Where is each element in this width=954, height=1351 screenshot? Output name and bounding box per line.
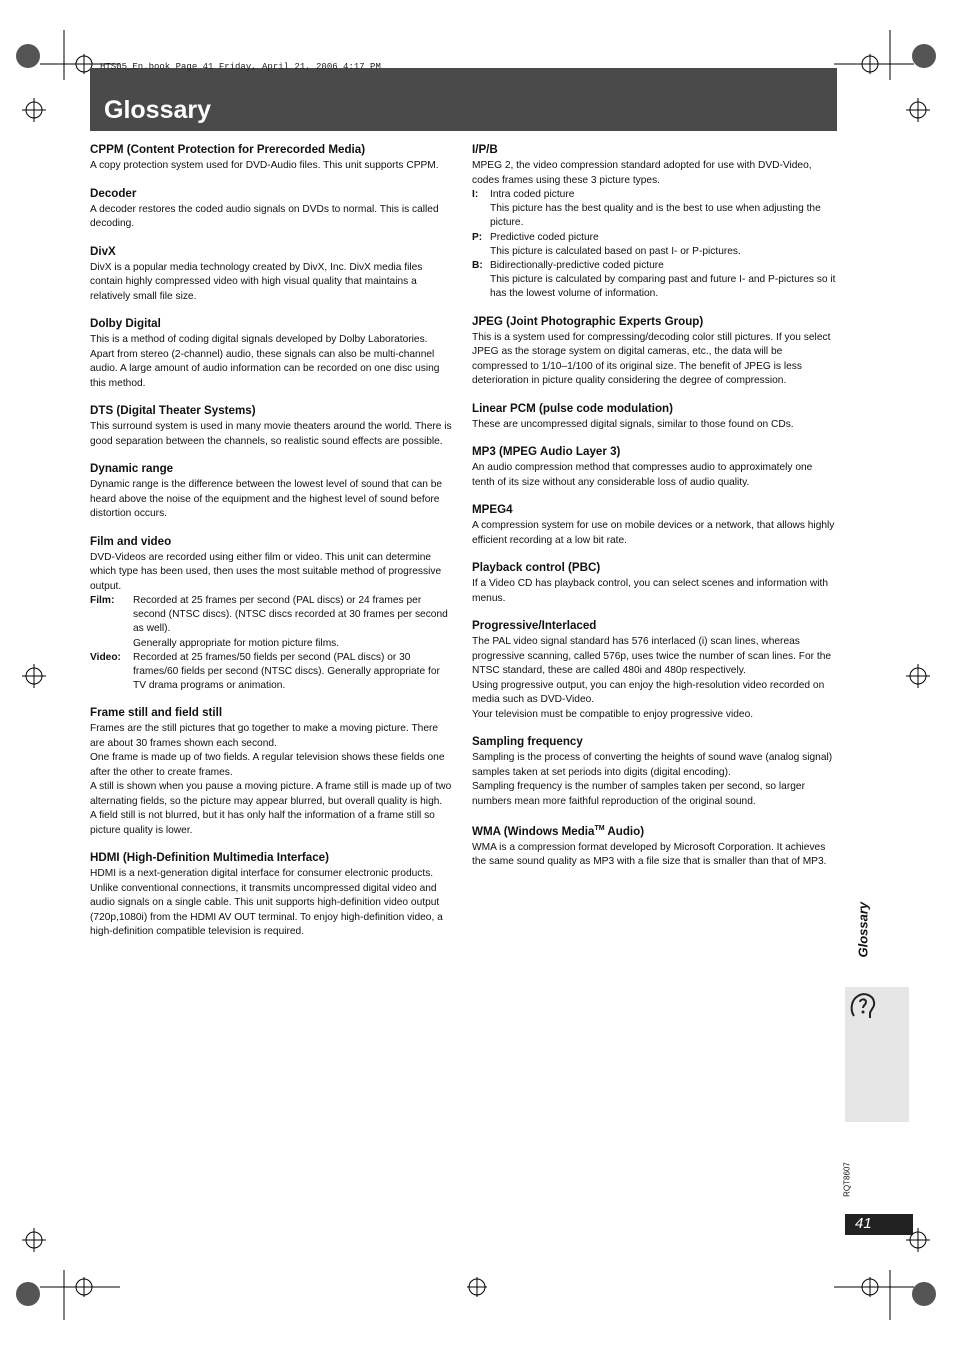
glossary-definition: DVD-Videos are recorded using either film or video. This unit can determine which type has been used, then uses the most suitable method of progressive output. (90, 551, 442, 592)
glossary-term: HDMI (High-Definition Multimedia Interface) (90, 851, 329, 865)
sub-item-text: This picture is calculated by comparing past and future I- and P-pictures so it has the lowest volume of information. (490, 274, 836, 300)
glossary-entry (90, 462, 452, 522)
glossary-definition: This is a method of coding digital signals developed by Dolby Laboratories. Apart from stereo (2-channel) audio, these signals can also be multi-channel audio. A large amount of audio information can be recorded on one disc using this method. (90, 334, 440, 389)
page-number: 41 (855, 1215, 872, 1232)
sub-item-text: Predictive coded picture (490, 231, 599, 243)
glossary-term: Dolby Digital (90, 317, 161, 330)
glossary-term: Decoder (90, 186, 137, 200)
glossary-entry (472, 822, 836, 870)
glossary-term: JPEG (Joint Photographic Experts Group) (472, 314, 704, 328)
page-title: Glossary (104, 96, 212, 124)
glossary-definition: If a Video CD has playback control, you can select scenes and information with menus. (472, 578, 829, 604)
glossary-definition: MPEG 2, the video compression standard adopted for use with DVD-Video, codes frames using these 3 picture types. (472, 160, 812, 186)
glossary-definition: A decoder restores the coded audio signals on DVDs to normal. This is called decoding. (90, 203, 439, 229)
sub-item-label (472, 245, 490, 259)
sub-item-label: P: (472, 231, 483, 243)
glossary-entry (90, 535, 452, 694)
definition-sub-item (472, 245, 836, 259)
glossary-term: Playback control (PBC) (472, 561, 601, 575)
glossary-entry (90, 706, 452, 838)
sub-item-label (90, 637, 133, 651)
sub-item-label (472, 273, 490, 301)
section-side-label: Glossary (855, 901, 871, 958)
glossary-entry (90, 851, 452, 940)
glossary-term: Film and video (90, 534, 172, 548)
definition-sub-item (472, 188, 836, 202)
sub-item-text: Generally appropriate for motion picture films. (133, 637, 340, 649)
definition-sub-item (472, 202, 836, 230)
glossary-definition: These are uncompressed digital signals, similar to those found on CDs. (472, 418, 794, 430)
definition-sub-item (472, 273, 836, 301)
glossary-term: Progressive/Interlaced (472, 619, 597, 633)
glossary-term: MP3 (MPEG Audio Layer 3) (472, 445, 621, 459)
glossary-definition: A field still is not blurred, but it has only half the information of a frame still so picture quality is lower. (90, 810, 435, 836)
definition-sub-item (90, 651, 452, 694)
glossary-left-column (90, 143, 452, 953)
glossary-definition: WMA is a compression format developed by Microsoft Corporation. It achieves the same sound quality as MP3 with a file size that is smaller than that of MP3. (472, 841, 827, 868)
glossary-term: Linear PCM (pulse code modulation) (472, 401, 673, 415)
glossary-term: MPEG4 (472, 503, 513, 517)
sub-item-text: This picture is calculated based on past I- or P-pictures. (490, 245, 741, 257)
glossary-term: CPPM (Content Protection for Prerecorded Media) (90, 143, 366, 156)
glossary-term: Sampling frequency (472, 735, 583, 749)
glossary-entry (472, 445, 836, 490)
glossary-definition: HDMI is a next-generation digital interface for consumer electronic products. Unlike conventional connections, it transmits uncompressed digital video and audio signals on a single cable. This unit supports high-definition video output (720p,1080i) from the HDMI AV OUT terminal. To enjoy high-definition video, a high-definition compatible television is required. (90, 868, 443, 938)
glossary-definition: Your television must be compatible to enjoy progressive video. (472, 708, 754, 720)
book-info-line: HTS05_En.book Page 41 Friday, April 21, 2006 4:17 PM (100, 62, 381, 72)
glossary-definition: A compression system for use on mobile devices or a network, that allows highly efficient recording at a low bit rate. (472, 520, 835, 546)
sub-item-text: Recorded at 25 frames/50 fields per second (PAL discs) or 30 frames/60 fields per second (NTSC discs). Generally appropriate for TV drama programs or animation. (133, 651, 440, 692)
glossary-entry (472, 402, 836, 433)
glossary-term: DTS (Digital Theater Systems) (90, 404, 256, 417)
sub-item-text: Recorded at 25 frames per second (PAL discs) or 24 frames per second (NTSC discs). (NTSC discs recorded at 30 frames per second as well). (133, 595, 448, 635)
glossary-definition: Dynamic range is the difference between the lowest level of sound that can be heard above the noise of the equipment and the highest level of sound before distortion occurs. (90, 479, 443, 519)
glossary-entry (90, 187, 452, 232)
sub-item-text: Bidirectionally-predictive coded picture (490, 260, 664, 272)
glossary-entry (472, 503, 836, 548)
sub-item-label: Video: (90, 651, 121, 663)
glossary-entry (472, 143, 836, 302)
definition-sub-item (90, 594, 452, 637)
definition-sub-item (472, 259, 836, 273)
glossary-definition: DivX is a popular media technology created by DivX, Inc. DivX media files contain highly compressed video with high visual quality that maintains a relatively small file size. (90, 261, 423, 302)
definition-sub-item (90, 637, 452, 651)
glossary-definition: This is a system used for compressing/decoding color still pictures. If you select JPEG as the storage system on digital cameras, etc., the data will be compressed to 1/10–1/100 of its original size. The benefit of JPEG is less deterioration in picture quality considering the degree of compression. (472, 331, 831, 387)
glossary-definition: Sampling is the process of converting the heights of sound wave (analog signal) samples taken at set periods into digits (digital encoding). (472, 752, 833, 778)
model-code: RQT8607 (842, 1162, 852, 1197)
question-head-icon (848, 990, 878, 1022)
glossary-term: DivX (90, 244, 116, 258)
sub-item-text: Intra coded picture (490, 189, 575, 200)
sub-item-label (472, 202, 490, 230)
glossary-definition: Sampling frequency is the number of samples taken per second, so larger numbers mean more faithful reproduction of the original sound. (472, 781, 805, 807)
glossary-entry (90, 404, 452, 449)
sub-item-label: I: (472, 189, 479, 200)
sub-item-label: B: (472, 260, 483, 272)
glossary-entry (472, 315, 836, 389)
glossary-entry (472, 561, 836, 606)
glossary-entry (90, 245, 452, 305)
glossary-entry (90, 317, 452, 391)
glossary-term: I/P/B (472, 143, 498, 156)
glossary-term: Dynamic range (90, 462, 174, 475)
sub-item-label: Film: (90, 595, 115, 606)
glossary-right-column (472, 143, 836, 883)
glossary-entry (472, 619, 836, 722)
glossary-definition: Using progressive output, you can enjoy the high-resolution video recorded on media such as DVD-Video. (472, 679, 825, 706)
glossary-definition: The PAL video signal standard has 576 interlaced (i) scan lines, whereas progressive scanning, called 576p, uses twice the number of scan lines. For the NTSC standard, these are called 480i and 480p respectively. (472, 636, 832, 677)
glossary-definition: A still is shown when you pause a moving picture. A frame still is made up of two alternating fields, so the picture may appear blurred, but overall quality is high. (90, 781, 452, 807)
glossary-definition: An audio compression method that compresses audio to approximately one tenth of its size without any considerable loss of audio quality. (472, 462, 813, 488)
glossary-definition: This surround system is used in many movie theaters around the world. There is good separation between the channels, so realistic sound effects are possible. (90, 421, 452, 447)
glossary-term: Frame still and field still (90, 706, 223, 720)
glossary-definition: One frame is made up of two fields. A regular television shows these fields one after the other to create frames. (90, 752, 445, 778)
glossary-entry (472, 735, 836, 809)
glossary-term: WMA (Windows Media™ Audio) (472, 824, 645, 838)
definition-sub-item (472, 231, 836, 245)
glossary-definition: A copy protection system used for DVD-Audio files. This unit supports CPPM. (90, 160, 439, 171)
sub-item-text: This picture has the best quality and is the best to use when adjusting the picture. (490, 203, 821, 229)
glossary-definition: Frames are the still pictures that go together to make a moving picture. There are about 30 frames shown each second. (90, 723, 439, 749)
glossary-entry (90, 143, 452, 174)
